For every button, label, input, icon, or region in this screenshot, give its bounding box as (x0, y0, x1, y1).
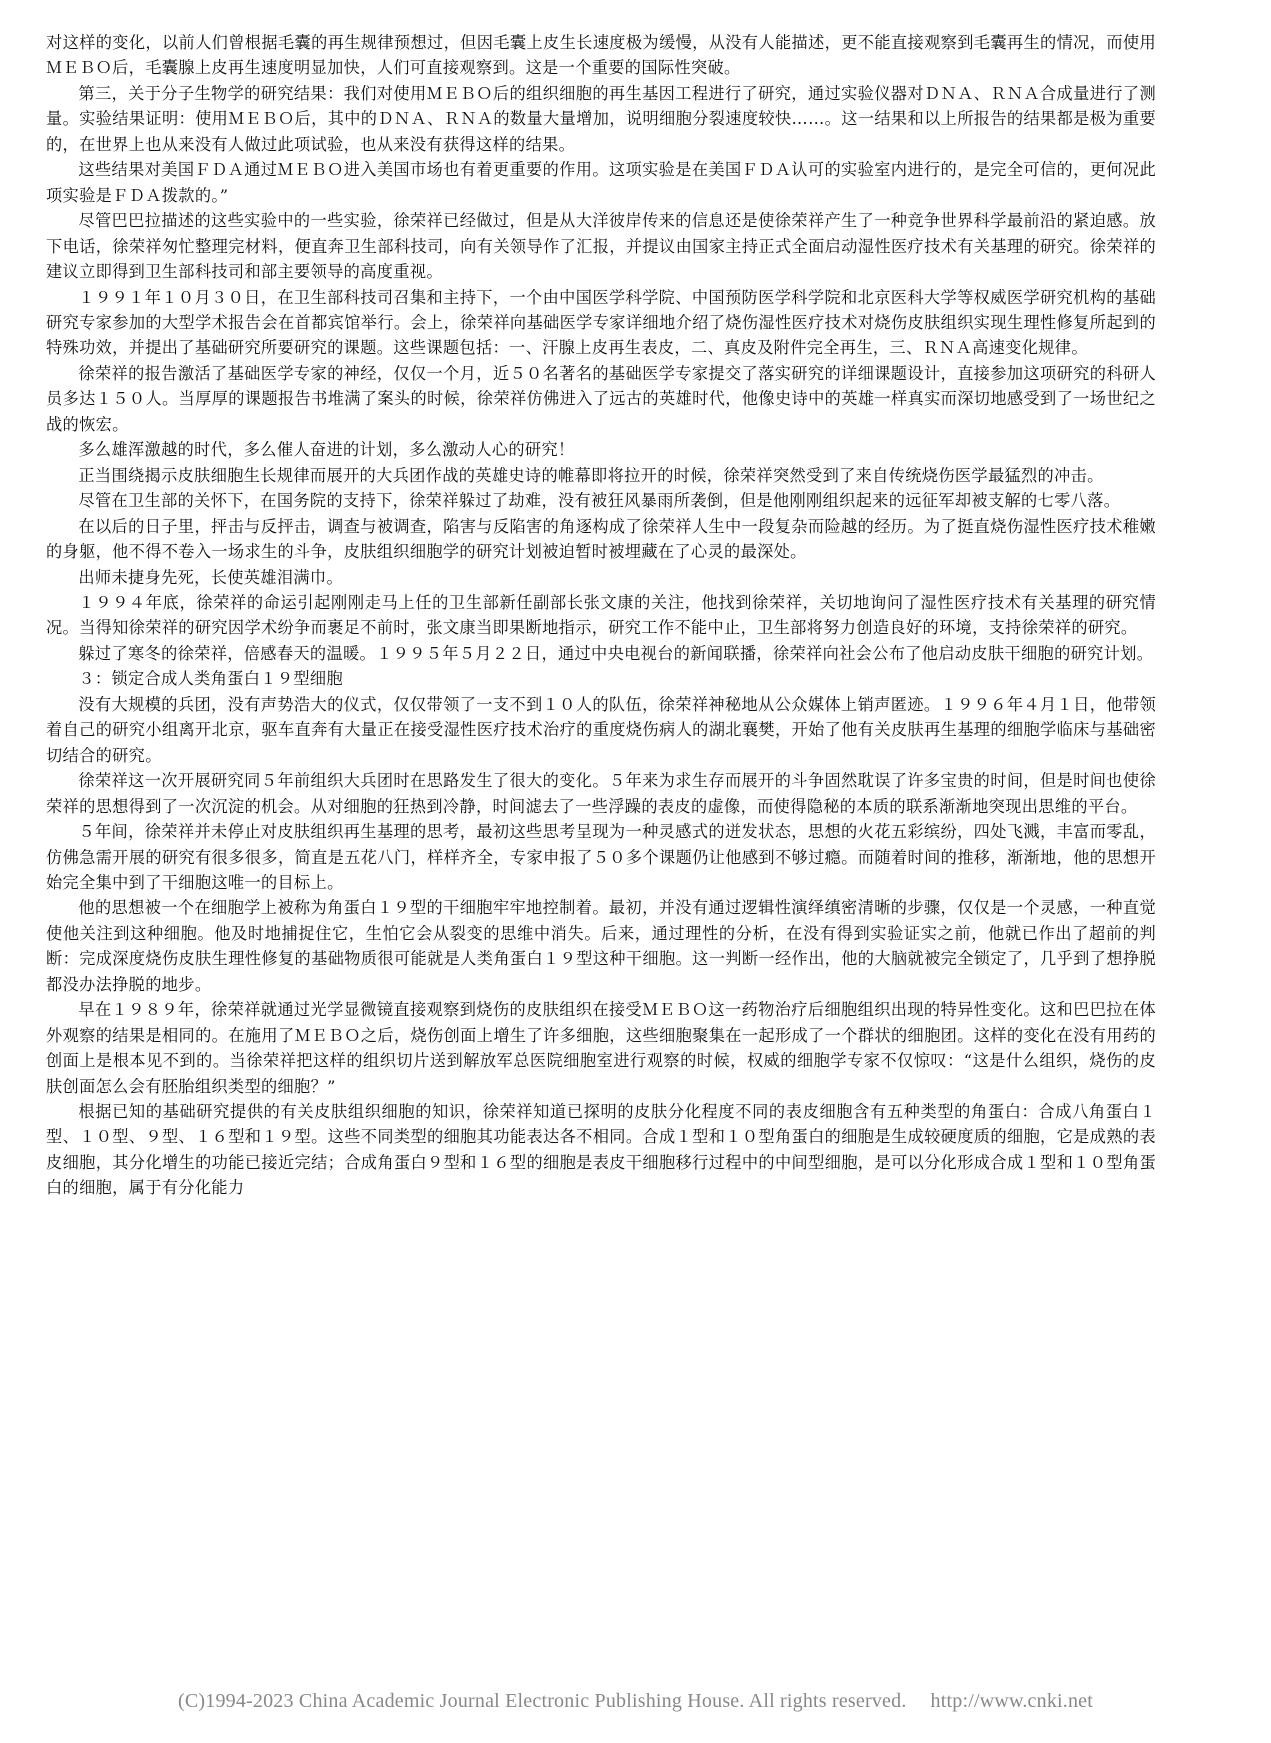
paragraph: 徐荣祥这一次开展研究同５年前组织大兵团时在思路发生了很大的变化。５年来为求生存而展开的斗争固然耽误了许多宝贵的时间，但是时间也使徐荣祥的思想得到了一次沉淀的机会。从对细胞的狂热到冷静，时间滤去了一些浮躁的表皮的虚像，而使得隐秘的本质的联系渐渐地突现出思维的平台。 (46, 771, 1156, 816)
article-body (46, 30, 1156, 1201)
copyright-text: (C)1994-2023 China Academic Journal Electronic Publishing House. All rights reserved. (177, 1690, 907, 1712)
paragraph: 他的思想被一个在细胞学上被称为角蛋白１９型的干细胞牢牢地控制着。最初，并没有通过逻辑性演绎缜密清晰的步骤，仅仅是一个灵感，一种直觉使他关注到这种细胞。他及时地捕捉住它，生怕它会从裂变的思维中消失。后来，通过理性的分析，在没有得到实验证实之前，他就已作出了超前的判断：完成深度烧伤皮肤生理性修复的基础物质很可能就是人类角蛋白１９型这种干细胞。这一判断一经作出，他的大脑就被完全锁定了，几乎到了想挣脱都没办法挣脱的地步。 (46, 898, 1156, 994)
paragraph: 根据已知的基础研究提供的有关皮肤组织细胞的知识，徐荣祥知道已探明的皮肤分化程度不同的表皮细胞含有五种类型的角蛋白：合成八角蛋白１型、１０型、９型、１６型和１９型。这些不同类型的细胞其功能表达各不相同。合成１型和１０型角蛋白的细胞是生成较硬度质的细胞，它是成熟的表皮细胞，其分化增生的功能已接近完结；合成角蛋白９型和１６型的细胞是表皮干细胞移行过程中的中间型细胞，是可以分化形成合成１型和１０型角蛋白的细胞，属于有分化能力 (46, 1102, 1156, 1198)
paragraph: ５年间，徐荣祥并未停止对皮肤组织再生基理的思考，最初这些思考呈现为一种灵感式的迸发状态，思想的火花五彩缤纷，四处飞溅，丰富而零乱，仿佛急需开展的研究有很多很多，简直是五花八门，样样齐全，专家申报了５０多个课题仍让他感到不够过瘾。而随着时间的推移，渐渐地，他的思想开始完全集中到了干细胞这唯一的目标上。 (46, 822, 1156, 892)
paragraph: 没有大规模的兵团，没有声势浩大的仪式，仅仅带领了一支不到１０人的队伍，徐荣祥神秘地从公众媒体上销声匿迹。１９９６年４月１日，他带领着自己的研究小组离开北京，驱车直奔有大量正在接受湿性医疗技术治疗的重度烧伤病人的湖北襄樊，开始了他有关皮肤再生基理的细胞学临床与基础密切结合的研究。 (46, 694, 1156, 765)
paragraph: 徐荣祥的报告激活了基础医学专家的神经，仅仅一个月，近５０名著名的基础医学专家提交了落实研究的详细课题设计，直接参加这项研究的科研人员多达１５０人。当厚厚的课题报告书堆满了案头的时候，徐荣祥仿佛进入了远古的英雄时代，他像史诗中的英雄一样真实而深切地感受到了一场世纪之战的恢宏。 (46, 363, 1156, 434)
paragraph: 尽管巴巴拉描述的这些实验中的一些实验，徐荣祥已经做过，但是从大洋彼岸传来的信息还是使徐荣祥产生了一种竞争世界科学最前沿的紧迫感。放下电话，徐荣祥匆忙整理完材料，便直奔卫生部科技司，向有关领导作了汇报，并提议由国家主持正式全面启动湿性医疗技术有关基理的研究。徐荣祥的建议立即得到卫生部科技司和部主要领导的高度重视。 (46, 211, 1156, 282)
paragraph: 躲过了寒冬的徐荣祥，倍感春天的温暖。１９９５年５月２２日，通过中央电视台的新闻联播，徐荣祥向社会公布了他启动皮肤干细胞的研究计划。 (78, 643, 1154, 663)
copyright-footer (0, 1690, 1271, 1713)
paragraph: 正当围绕揭示皮肤细胞生长规律而展开的大兵团作战的英雄史诗的帷幕即将拉开的时候，徐荣祥突然受到了来自传统烧伤医学最猛烈的冲击。 (78, 465, 1104, 485)
paragraph: 在以后的日子里，抨击与反抨击，调查与被调查，陷害与反陷害的角逐构成了徐荣祥人生中一段复杂而险越的经历。为了挺直烧伤湿性医疗技术稚嫩的身躯，他不得不卷入一场求生的斗争，皮肤组织细胞学的研究计划被迫暂时被埋藏在了心灵的最深处。 (46, 516, 1156, 562)
paragraph: 出师未捷身先死，长使英雄泪满巾。 (78, 567, 343, 587)
paragraph: 尽管在卫生部的关怀下，在国务院的支持下，徐荣祥躲过了劫难，没有被狂风暴雨所袭倒，但是他刚刚组织起来的远征军却被支解的七零八落。 (78, 491, 1121, 511)
paragraph: 第三，关于分子生物学的研究结果：我们对使用ＭＥＢＯ后的组织细胞的再生基因工程进行了研究，通过实验仪器对ＤＮＡ、ＲＮＡ合成量进行了测量。实验结果证明：使用ＭＥＢＯ后，其中的ＤＮＡ、ＲＮＡ的数量大量增加，说明细胞分裂速度较快……。这一结果和以上所报告的结果都是极为重要的，在世界上也从来没有人做过此项试验，也从来没有获得这样的结果。 (46, 83, 1156, 154)
footer-url: http://www.cnki.net (930, 1690, 1094, 1712)
paragraph: 对这样的变化，以前人们曾根据毛囊的再生规律预想过，但因毛囊上皮生长速度极为缓慢，从没有人能描述，更不能直接观察到毛囊再生的情况，而使用ＭＥＢＯ后，毛囊腺上皮再生速度明显加快，人们可直接观察到。这是一个重要的国际性突破。 (46, 33, 1156, 78)
paragraph: １９９１年１０月３０日，在卫生部科技司召集和主持下，一个由中国医学科学院、中国预防医学科学院和北京医科大学等权威医学研究机构的基础研究专家参加的大型学术报告会在首都宾馆举行。会上，徐荣祥向基础医学专家详细地介绍了烧伤湿性医疗技术对烧伤皮肤组织实现生理性修复所起到的特殊功效，并提出了基础研究所要研究的课题。这些课题包括：一、汗腺上皮再生表皮，二、真皮及附件完全再生，三、ＲＮＡ高速变化规律。 (46, 287, 1156, 358)
paragraph: 多么雄浑激越的时代，多么催人奋进的计划，多么激动人心的研究！ (78, 440, 575, 460)
paragraph: 这些结果对美国ＦＤＡ通过ＭＥＢＯ进入美国市场也有着更重要的作用。这项实验是在美国ＦＤＡ认可的实验室内进行的，是完全可信的，更何况此项实验是ＦＤＡ拨款的。” (46, 160, 1156, 205)
paragraph: １９９４年底，徐荣祥的命运引起刚刚走马上任的卫生部新任副部长张文康的关注，他找到徐荣祥，关切地询问了湿性医疗技术有关基理的研究情况。当得知徐荣祥的研究因学术纷争而裹足不前时，张文康当即果断地指示，研究工作不能中止，卫生部将努力创造良好的环境，支持徐荣祥的研究。 (46, 592, 1156, 638)
section-heading: ３：锁定合成人类角蛋白１９型细胞 (78, 669, 343, 689)
paragraph: 早在１９８９年，徐荣祥就通过光学显微镜直接观察到烧伤的皮肤组织在接受ＭＥＢＯ这一药物治疗后细胞组织出现的特异性变化。这和巴巴拉在体外观察的结果是相同的。在施用了ＭＥＢＯ之后，烧伤创面上增生了许多细胞，这些细胞聚集在一起形成了一个群状的细胞团。这样的变化在没有用药的创面上是根本见不到的。当徐荣祥把这样的组织切片送到解放军总医院细胞室进行观察的时候，权威的细胞学专家不仅惊叹：“这是什么组织，烧伤的皮肤创面怎么会有胚胎组织类型的细胞？” (46, 1000, 1156, 1096)
